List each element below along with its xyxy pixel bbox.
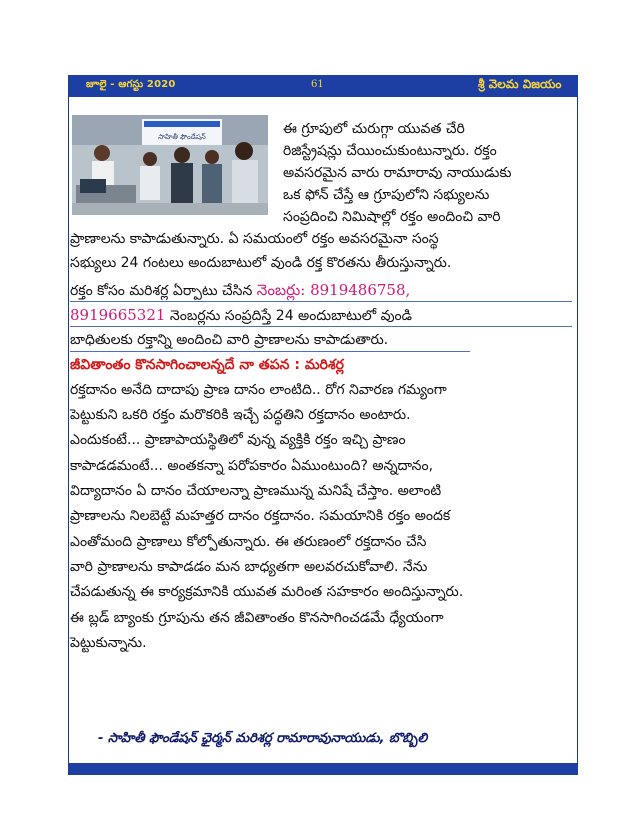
magazine-title: శ్రీ వెలమ విజయం (478, 77, 562, 91)
numbers-line (70, 281, 570, 302)
body-line: విద్యాదానం ఏ దానం చేయాలన్నా ప్రాణమున్న మనిషే చేస్తాం. అలాంటి (70, 483, 442, 499)
intro-line: ఈ గ్రూపులో చురుగ్గా యువత చేరి (283, 121, 465, 137)
subheading: జీవితాంతం కొనసాగించాలన్నదే నా తపన : మరిశర్ల (70, 357, 344, 373)
body-line: కాపాడడమంటే... అంతకన్నా పరోపకారం ఏముంటుంది? అన్నదానం, (70, 458, 434, 474)
underline (70, 326, 572, 327)
numbers-prefix: రక్తం కోసం మరిశర్ల ఏర్పాటు చేసిన (70, 283, 253, 299)
closing-line: బాధితులకు రక్తాన్ని అందించి వారి ప్రాణాలను కాపాడుతారు. (70, 332, 389, 348)
photo-illustration (72, 115, 268, 215)
body-line: పెట్టుకుని ఒకరి రక్తం మరొకరికి ఇచ్చే పద్ధతిని రక్తదానం అంటారు. (70, 407, 411, 423)
underline (70, 351, 470, 352)
body-line: ఎందుకంటే... ప్రాణాపాయస్థితిలో వున్న వ్యక్తికి రక్తం ఇచ్చి ప్రాణం (70, 432, 406, 448)
phone-number-second: 8919665321 (70, 306, 166, 324)
signature: - సాహితీ ఫౌండేషన్ ఛైర్మన్ మరిశర్ల రామారావునాయుడు, బొబ్బిలి (98, 731, 428, 746)
numbers-line-2 (70, 306, 570, 327)
numbers-suffix: నెంబర్లను సంప్రదిస్తే 24 అందుబాటులో వుండి (169, 308, 413, 324)
body-line: సభ్యులు 24 గంటలు అందుబాటులో వుండి రక్త కొరతను తీరుస్తున్నారు. (70, 255, 452, 271)
banner-text: సాహితీ ఫౌండేషన్ (158, 133, 206, 141)
body-line: ఎంతోమంది ప్రాణాలు కోల్పోతున్నారు. ఈ తరుణంలో రక్తదానం చేసి (70, 534, 427, 550)
body-line: చేపడుతున్న ఈ కార్యక్రమానికి యువత మరింత సహకారం అందిస్తున్నారు. (70, 584, 464, 600)
intro-line: ఒక ఫోన్ చేస్తే ఆ గ్రూపులోని సభ్యులను (283, 187, 490, 203)
body-line: పెట్టుకున్నాను. (70, 635, 147, 651)
footer-bar (68, 763, 578, 775)
issue-date: జూలై - ఆగస్టు 2020 (86, 79, 176, 90)
underline (70, 301, 572, 302)
body-line: ఈ బ్లడ్ బ్యాంకు గ్రూపును తన జీవితాంతం కొనసాగించడమే ధ్యేయంగా (70, 610, 444, 626)
intro-line: రిజిస్ట్రేషన్లు చేయించుకుంటున్నారు. రక్తం (283, 143, 497, 159)
article-photo (72, 115, 268, 215)
page-number: 61 (311, 79, 324, 90)
body-line: వారి ప్రాణాలను కాపాడడం మన బాధ్యతగా అలవరచుకోవాలి. నేను (70, 559, 428, 575)
body-line: రక్తదానం అనేది దాదాపు ప్రాణ దానం లాంటిది.. రోగ నివారణ గమ్యంగా (70, 382, 447, 398)
body-line: ప్రాణాలను నిలబెట్టే మహత్తర దానం రక్తదానం. సమయానికి రక్తం అందక (70, 508, 451, 524)
intro-line: సంప్రదించి నిమిషాల్లో రక్తం అందించి వారి (283, 209, 501, 225)
phone-numbers: నెంబర్లు: 8919486758, (256, 281, 411, 299)
intro-line: అవసరమైన వారు రామారావు నాయుడుకు (283, 165, 512, 181)
body-line: ప్రాణాలను కాపాడుతున్నారు. ఏ సమయంలో రక్తం అవసరమైనా సంస్థ (70, 231, 439, 247)
